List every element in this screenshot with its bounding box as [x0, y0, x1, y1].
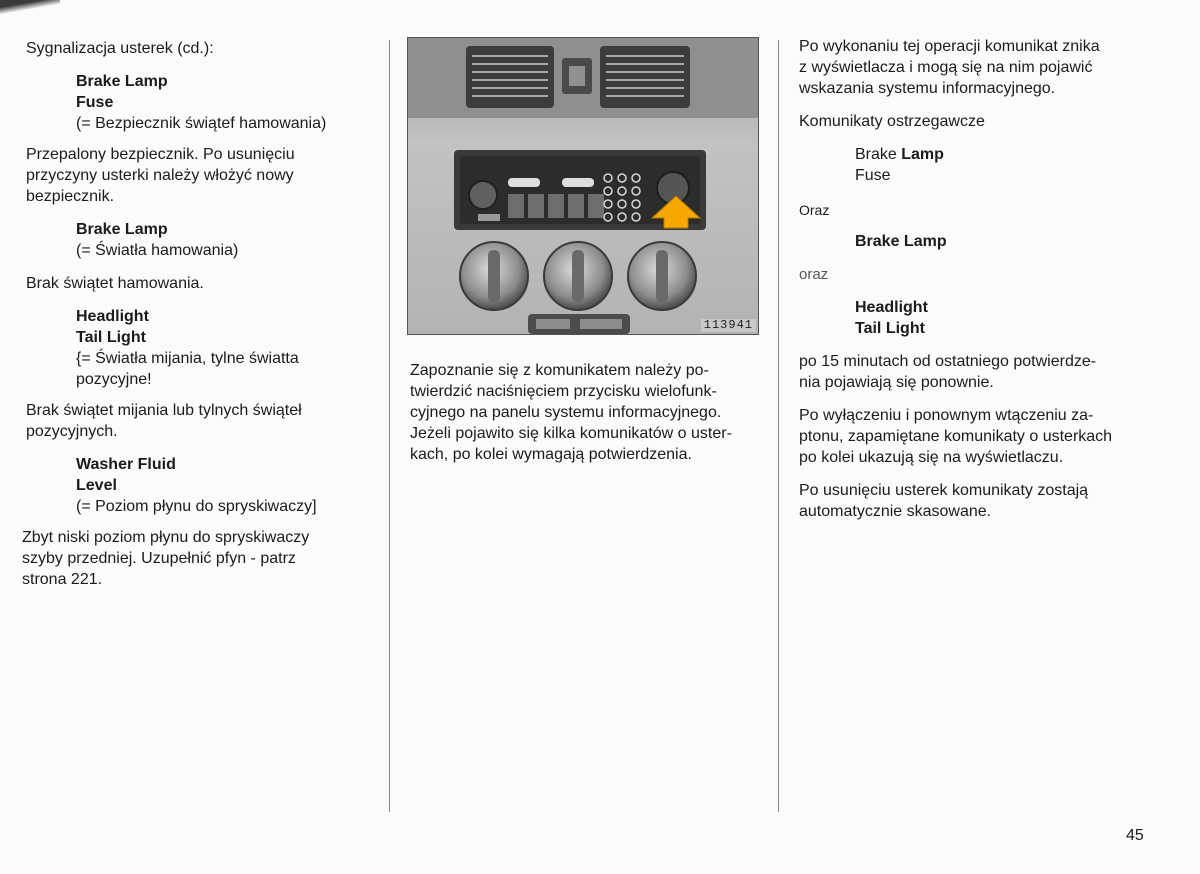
p4-line: Zbyt niski poziom płynu do spryskiwaczy [22, 529, 310, 546]
brake-lamp-desc: (= Światła hamowania) [76, 242, 239, 259]
column-divider-left [389, 40, 390, 812]
page-number: 45 [1126, 827, 1144, 844]
r-p4 [799, 480, 1179, 522]
figure-code: 113941 [701, 319, 756, 332]
brake-lamp-title: Brake Lamp [76, 221, 168, 238]
intro-text: Sygnalizacja usterek (cd.): [26, 40, 214, 57]
brake-lamp-mixed [855, 144, 1179, 165]
headlight-block-right [799, 297, 1179, 339]
washer-title-2: Level [76, 477, 117, 494]
dashboard-photo [407, 37, 759, 335]
p1-line: Przepalony bezpiecznik. Po usunięciu [26, 146, 295, 163]
oraz-1: Oraz [799, 202, 830, 218]
middle-line: twierdzić naciśnięciem przycisku wielofunk- [410, 383, 717, 400]
middle-column-text [410, 360, 770, 465]
middle-line: kach, po kolei wymagają potwierdzenia. [410, 446, 692, 463]
r-p4-line: Po usunięciu usterek komunikaty zostają [799, 482, 1089, 499]
r-p1 [799, 36, 1179, 99]
middle-line: Zapoznanie się z komunikatem należy po- [410, 362, 709, 379]
r-p3-line: Po wyłączeniu i ponownym wtączeniu za- [799, 407, 1094, 424]
r-p1-line: wskazania systemu informacyjnego. [799, 80, 1056, 97]
r-p2 [799, 351, 1179, 393]
lamp-word: Lamp [901, 146, 944, 163]
r-p4-line: automatycznie skasowane. [799, 503, 992, 520]
r-p3-line: po kolei ukazują się na wyświetlaczu. [799, 449, 1064, 466]
p3 [26, 400, 376, 442]
p1-line: bezpiecznik. [26, 188, 115, 205]
middle-line: Jeżeli pojawito się kilka komunikatów o uster- [410, 425, 732, 442]
headlight-block [26, 306, 376, 390]
scan-corner-mark [0, 0, 60, 14]
washer-desc: (= Poziom płynu do spryskiwaczy] [76, 498, 317, 515]
p1 [26, 144, 376, 207]
r-p3-line: ptonu, zapamiętane komunikaty o usterkach [799, 428, 1113, 445]
brake-fuse-title-2: Fuse [76, 94, 114, 111]
r-p2-line: nia pojawiają się ponownie. [799, 374, 994, 391]
headlight-right: Headlight [855, 299, 928, 316]
brake-lamp-right: Brake Lamp [855, 233, 947, 250]
headlight-desc: {= Światła mijania, tylne światta [76, 350, 299, 367]
brake-fuse-title-1: Brake Lamp [76, 73, 168, 90]
p3-line: pozycyjnych. [26, 423, 118, 440]
right-column [799, 36, 1179, 522]
r-p3 [799, 405, 1179, 468]
fuse-word: Fuse [855, 167, 891, 184]
p4-line: strona 221. [22, 571, 103, 588]
washer-title-1: Washer Fluid [76, 456, 176, 473]
p3-line: Brak świątet mijania lub tylnych świąteł [26, 402, 302, 419]
p4-line: szyby przedniej. Uzupełnić pfyn - patrz [22, 550, 296, 567]
dashboard-illustration [408, 38, 759, 335]
r-p1-line: Po wykonaniu tej operacji komunikat znika [799, 38, 1100, 55]
middle-line: cyjnego na panelu systemu informacyjnego. [410, 404, 722, 421]
tail-light-right: Tail Light [855, 320, 925, 337]
column-divider-right [778, 40, 779, 812]
warnings-label: Komunikaty ostrzegawcze [799, 113, 985, 130]
brake-fuse-block-right [799, 144, 1179, 186]
oraz-2: oraz [799, 266, 829, 283]
headlight-title: Headlight [76, 308, 149, 325]
brake-fuse-desc: (= Bezpiecznik świątef hamowania) [76, 115, 327, 132]
p4 [22, 527, 376, 590]
p1-line: przyczyny usterki należy włożyć nowy [26, 167, 294, 184]
r-p2-line: po 15 minutach od ostatniego potwierdze- [799, 353, 1097, 370]
headlight-desc: pozycyjne! [76, 371, 152, 388]
volume-knob [469, 181, 497, 209]
brake-word: Brake [855, 146, 902, 163]
p2: Brak świątet hamowania. [26, 275, 204, 292]
tail-light-title: Tail Light [76, 329, 146, 346]
r-p1-line: z wyświetlacza i mogą się na nim pojawić [799, 59, 1093, 76]
brake-lamp-block [26, 219, 376, 261]
brake-fuse-block [26, 71, 376, 134]
left-column [22, 38, 376, 590]
washer-block [26, 454, 376, 517]
